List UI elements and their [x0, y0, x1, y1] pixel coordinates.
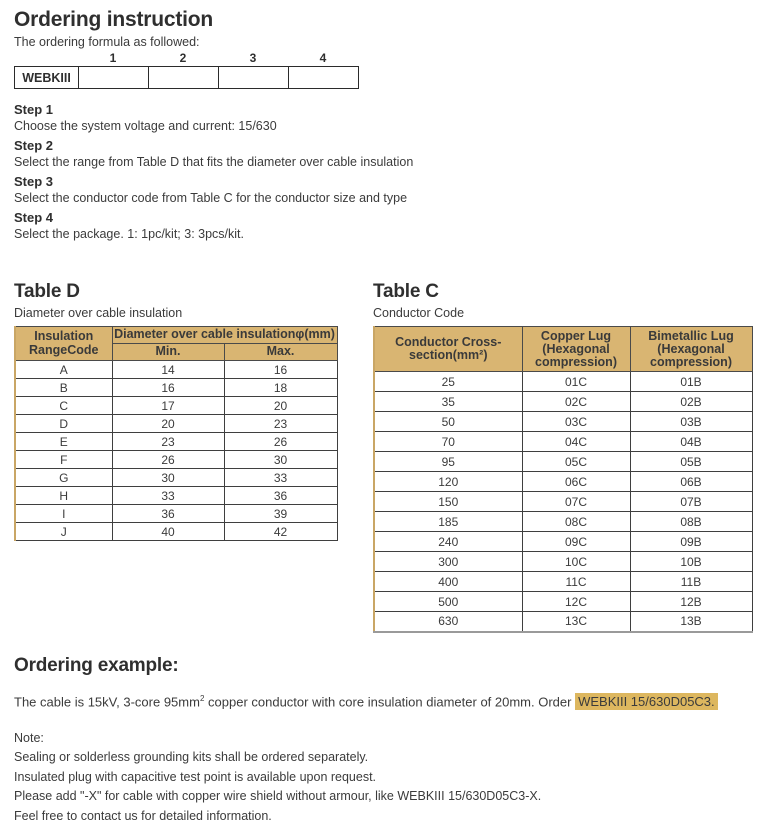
- step-text: Select the conductor code from Table C for the conductor size and type: [14, 191, 408, 205]
- insulation-range-code-cell: J: [15, 523, 112, 541]
- insulation-range-code-cell: G: [15, 469, 112, 487]
- bimetallic-lug-code-cell: 01B: [630, 372, 752, 392]
- cross-section-cell: 185: [374, 512, 522, 532]
- formula-position-number: 3: [249, 51, 257, 65]
- diameter-max-cell: 36: [224, 487, 337, 505]
- table-c-row: [374, 452, 752, 472]
- step-item: [14, 174, 747, 205]
- cross-section-cell: 25: [374, 372, 522, 392]
- insulation-range-code-cell: C: [15, 397, 112, 415]
- step-text: Select the package. 1: 1pc/kit; 3: 3pcs/kit.: [14, 227, 244, 241]
- bimetallic-lug-code-cell: 07B: [630, 492, 752, 512]
- diameter-min-cell: 36: [112, 505, 224, 523]
- note-line: Feel free to contact us for detailed information.: [14, 808, 272, 823]
- bimetallic-lug-code-cell: 10B: [630, 552, 752, 572]
- cross-section-cell: 120: [374, 472, 522, 492]
- insulation-range-code-cell: B: [15, 379, 112, 397]
- table-c-header-cross-section: Conductor Cross-section(mm²): [374, 327, 522, 372]
- bimetallic-lug-code-cell: 02B: [630, 392, 752, 412]
- cross-section-cell: 630: [374, 612, 522, 632]
- formula-blank-cell-2: [149, 67, 219, 89]
- table-c-row: [374, 532, 752, 552]
- ordering-formula-table: [14, 66, 359, 89]
- table-d-header-line2: RangeCode: [29, 342, 99, 357]
- copper-lug-code-cell: 07C: [522, 492, 630, 512]
- table-d-header-rangecode: [15, 327, 112, 361]
- table-d-row: [15, 451, 337, 469]
- note-label: Note:: [14, 730, 44, 745]
- cross-section-cell: 500: [374, 592, 522, 612]
- diameter-max-cell: 30: [224, 451, 337, 469]
- diameter-max-cell: 20: [224, 397, 337, 415]
- table-d-header-line1: Insulation: [34, 329, 94, 343]
- table-d-subtitle: Diameter over cable insulation: [14, 306, 183, 320]
- formula-prefix-cell: WEBKIII: [15, 67, 79, 89]
- diameter-min-cell: 33: [112, 487, 224, 505]
- diameter-min-cell: 14: [112, 361, 224, 379]
- diameter-min-cell: 20: [112, 415, 224, 433]
- copper-lug-code-cell: 09C: [522, 532, 630, 552]
- cross-section-cell: 50: [374, 412, 522, 432]
- table-d-header-max: Max.: [224, 344, 337, 361]
- step-text: Choose the system voltage and current: 15/630: [14, 119, 277, 133]
- table-d-row: [15, 469, 337, 487]
- table-c-row: [374, 512, 752, 532]
- table-c-header-row: [374, 327, 752, 372]
- ordering-example-text: [14, 694, 747, 709]
- table-d-header-diameter: Diameter over cable insulationφ(mm): [112, 327, 337, 344]
- table-c-row: [374, 472, 752, 492]
- diameter-min-cell: 26: [112, 451, 224, 469]
- table-c-header-copper-lug: Copper Lug (Hexagonal compression): [522, 327, 630, 372]
- copper-lug-code-cell: 03C: [522, 412, 630, 432]
- table-d-section: [14, 281, 336, 541]
- bimetallic-lug-code-cell: 12B: [630, 592, 752, 612]
- table-d-row: [15, 397, 337, 415]
- diameter-max-cell: 33: [224, 469, 337, 487]
- copper-lug-code-cell: 05C: [522, 452, 630, 472]
- ordering-example-title: Ordering example:: [14, 654, 179, 676]
- table-d: [14, 326, 338, 541]
- bimetallic-lug-code-cell: 13B: [630, 612, 752, 632]
- bimetallic-lug-code-cell: 09B: [630, 532, 752, 552]
- table-d-header-row-1: [15, 327, 337, 344]
- table-c-row: [374, 392, 752, 412]
- diameter-max-cell: 16: [224, 361, 337, 379]
- diameter-min-cell: 16: [112, 379, 224, 397]
- copper-lug-code-cell: 08C: [522, 512, 630, 532]
- table-d-row: [15, 433, 337, 451]
- bimetallic-lug-code-cell: 03B: [630, 412, 752, 432]
- note-line: Insulated plug with capacitive test point is available upon request.: [14, 769, 377, 784]
- table-c-header-bimetallic-lug: Bimetallic Lug (Hexagonal compression): [630, 327, 752, 372]
- step-item: [14, 210, 747, 241]
- table-d-title: Table D: [14, 281, 80, 302]
- bimetallic-lug-code-cell: 11B: [630, 572, 752, 592]
- table-c-section: [373, 281, 751, 633]
- table-c-row: [374, 552, 752, 572]
- formula-position-number: 1: [109, 51, 117, 65]
- table-c-row: [374, 412, 752, 432]
- cross-section-cell: 70: [374, 432, 522, 452]
- order-code-highlight: WEBKIII 15/630D05C3.: [575, 693, 718, 710]
- step-label: Step 1: [14, 102, 54, 117]
- example-text-before: The cable is 15kV, 3-core 95mm: [14, 693, 200, 709]
- note-line: Sealing or solderless grounding kits shall be ordered separately.: [14, 750, 369, 765]
- formula-blank-cell-3: [219, 67, 289, 89]
- note-lines: [14, 748, 747, 826]
- insulation-range-code-cell: H: [15, 487, 112, 505]
- cross-section-cell: 150: [374, 492, 522, 512]
- copper-lug-code-cell: 02C: [522, 392, 630, 412]
- diameter-min-cell: 23: [112, 433, 224, 451]
- formula-blank-cell-4: [289, 67, 359, 89]
- diameter-min-cell: 17: [112, 397, 224, 415]
- table-c: [373, 326, 753, 633]
- step-label: Step 4: [14, 210, 54, 225]
- copper-lug-code-cell: 12C: [522, 592, 630, 612]
- diameter-min-cell: 40: [112, 523, 224, 541]
- example-superscript: 2: [199, 693, 205, 703]
- ordering-formula: [14, 51, 747, 89]
- insulation-range-code-cell: F: [15, 451, 112, 469]
- table-d-header-min: Min.: [112, 344, 224, 361]
- table-d-row: [15, 415, 337, 433]
- formula-position-numbers: [14, 51, 747, 65]
- diameter-min-cell: 30: [112, 469, 224, 487]
- diameter-max-cell: 18: [224, 379, 337, 397]
- bimetallic-lug-code-cell: 08B: [630, 512, 752, 532]
- insulation-range-code-cell: A: [15, 361, 112, 379]
- table-d-row: [15, 523, 337, 541]
- page-title: Ordering instruction: [14, 8, 214, 31]
- copper-lug-code-cell: 04C: [522, 432, 630, 452]
- formula-blank-cell-1: [79, 67, 149, 89]
- bimetallic-lug-code-cell: 04B: [630, 432, 752, 452]
- example-text-after: copper conductor with core insulation diameter of 20mm. Order: [204, 693, 576, 709]
- note-line: Please add "-X" for cable with copper wire shield without armour, like WEBKIII 15/630D05C3-X.: [14, 789, 542, 804]
- cross-section-cell: 300: [374, 552, 522, 572]
- table-c-row: [374, 432, 752, 452]
- copper-lug-code-cell: 10C: [522, 552, 630, 572]
- table-d-row: [15, 379, 337, 397]
- table-c-row: [374, 572, 752, 592]
- table-d-row: [15, 487, 337, 505]
- diameter-max-cell: 26: [224, 433, 337, 451]
- formula-intro: The ordering formula as followed:: [14, 35, 200, 49]
- copper-lug-code-cell: 06C: [522, 472, 630, 492]
- step-label: Step 2: [14, 138, 54, 153]
- step-item: [14, 138, 747, 169]
- step-item: [14, 102, 747, 133]
- table-c-title: Table C: [373, 281, 439, 302]
- insulation-range-code-cell: I: [15, 505, 112, 523]
- insulation-range-code-cell: E: [15, 433, 112, 451]
- table-c-row: [374, 592, 752, 612]
- table-d-row: [15, 361, 337, 379]
- formula-position-number: 4: [319, 51, 327, 65]
- step-text: Select the range from Table D that fits the diameter over cable insulation: [14, 155, 414, 169]
- table-c-row: [374, 612, 752, 632]
- cross-section-cell: 35: [374, 392, 522, 412]
- formula-row: [15, 67, 359, 89]
- diameter-max-cell: 23: [224, 415, 337, 433]
- copper-lug-code-cell: 13C: [522, 612, 630, 632]
- insulation-range-code-cell: D: [15, 415, 112, 433]
- steps-section: [14, 102, 747, 241]
- step-label: Step 3: [14, 174, 54, 189]
- diameter-max-cell: 39: [224, 505, 337, 523]
- diameter-max-cell: 42: [224, 523, 337, 541]
- notes-section: [14, 729, 747, 827]
- copper-lug-code-cell: 11C: [522, 572, 630, 592]
- copper-lug-code-cell: 01C: [522, 372, 630, 392]
- tables-section: [14, 281, 747, 633]
- formula-position-number: 2: [179, 51, 187, 65]
- bimetallic-lug-code-cell: 06B: [630, 472, 752, 492]
- cross-section-cell: 400: [374, 572, 522, 592]
- bimetallic-lug-code-cell: 05B: [630, 452, 752, 472]
- table-c-row: [374, 492, 752, 512]
- cross-section-cell: 240: [374, 532, 522, 552]
- table-d-row: [15, 505, 337, 523]
- table-c-subtitle: Conductor Code: [373, 306, 465, 320]
- cross-section-cell: 95: [374, 452, 522, 472]
- table-c-row: [374, 372, 752, 392]
